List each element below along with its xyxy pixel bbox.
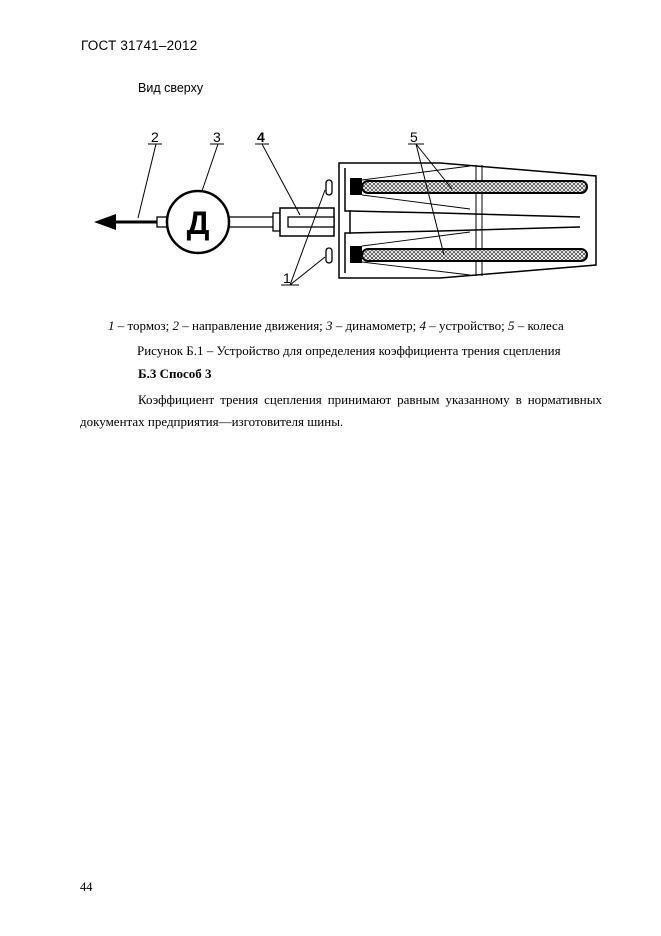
callout-1 xyxy=(281,190,325,286)
legend-num-2: 2 xyxy=(172,318,180,333)
callout-2 xyxy=(138,129,162,218)
direction-arrow xyxy=(94,214,158,230)
view-label: Вид сверху xyxy=(138,81,204,95)
section-paragraph: Коэффициент трения сцепления принимают равным указанному в нормативных документах предприятия—изготовителя шины. xyxy=(80,392,602,429)
device-diagram xyxy=(0,118,661,303)
legend-text-1: – тормоз; xyxy=(114,318,173,333)
figure-legend xyxy=(108,318,564,334)
page-number: 44 xyxy=(80,880,93,894)
callout-1-label: 1 xyxy=(283,270,291,286)
legend-text-5: – колеса xyxy=(514,318,564,333)
figure-caption: Рисунок Б.1 – Устройство для определения коэффициента трения сцепления xyxy=(137,343,561,358)
arrow-connector xyxy=(157,217,167,227)
legend-num-5: 5 xyxy=(507,318,515,333)
dynamometer-letter: Д xyxy=(186,205,210,241)
legend-text-3: – динамометр; xyxy=(332,318,420,333)
section-heading: Б.3 Способ 3 xyxy=(138,366,212,381)
callout-4-label: 4 xyxy=(257,129,265,145)
legend-text-2: – направление движения; xyxy=(179,318,327,333)
legend-num-3: 3 xyxy=(326,318,333,333)
device-frame xyxy=(280,208,334,236)
legend-num-4: 4 xyxy=(419,318,427,333)
document-header: ГОСТ 31741–2012 xyxy=(81,38,198,53)
callout-3-label: 3 xyxy=(213,129,221,145)
callout-3 xyxy=(202,129,224,191)
callout-4 xyxy=(255,129,300,215)
wheels xyxy=(350,166,587,275)
dynamometer xyxy=(167,191,229,253)
legend-num-1: 1 xyxy=(108,318,115,333)
callout-5-label: 5 xyxy=(410,129,418,145)
callout-2-label: 2 xyxy=(151,129,159,145)
connecting-rod xyxy=(229,213,280,231)
legend-text-4: – устройство; xyxy=(426,318,508,333)
